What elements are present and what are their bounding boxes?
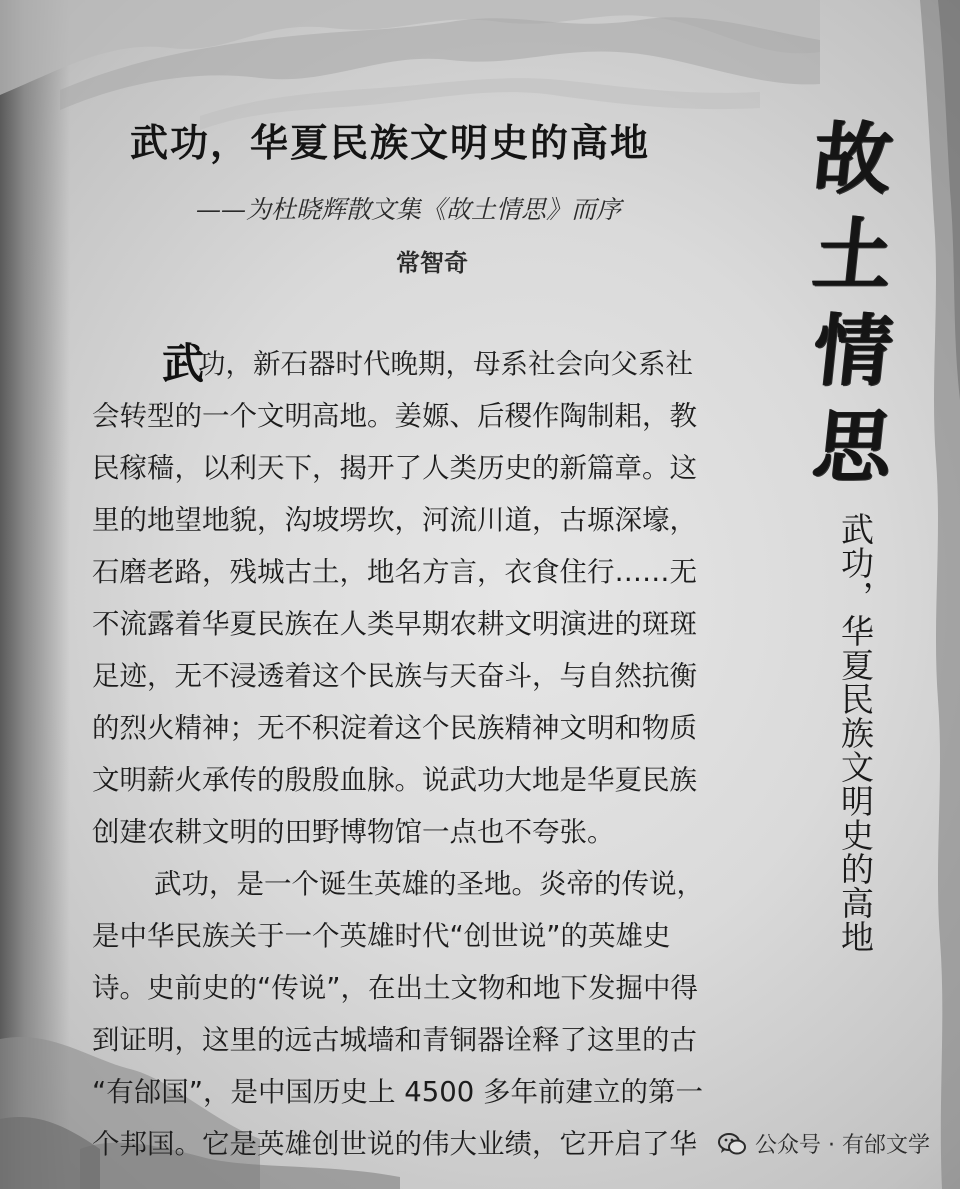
paragraph-2: [92, 858, 782, 1170]
text-line: 是中华民族关于一个英雄时代“创世说”的英雄史: [92, 920, 671, 952]
article-body: [92, 338, 782, 1170]
watermark-text: 公众号 · 有邰文学: [755, 1133, 930, 1158]
text-line: 到证明，这里的远古城墙和青铜器诠释了这里的古: [92, 1024, 697, 1056]
text-line: 诗。史前史的“传说”，在出土文物和地下发掘中得: [92, 972, 698, 1004]
text-line: 创建农耕文明的田野博物馆一点也不夸张。: [92, 816, 615, 848]
text-line: 文明薪火承传的殷殷血脉。说武功大地是华夏民族: [92, 764, 697, 796]
text-line: 会转型的一个文明高地。姜嫄、后稷作陶制耜，教: [92, 400, 697, 432]
wechat-watermark: [717, 1128, 930, 1159]
text-line: 民稼穑，以利天下，揭开了人类历史的新篇章。这: [92, 452, 697, 484]
text-line: “有邰国”，是中国历史上 4500 多年前建立的第一: [92, 1076, 703, 1108]
calligraphy-char: 情: [809, 306, 897, 397]
calligraphy-book-title: [798, 112, 908, 496]
author-name: 常智奇: [396, 248, 468, 277]
paragraph-1: [92, 338, 782, 858]
drop-cap: 武: [162, 339, 205, 388]
calligraphy-char: 思: [809, 402, 897, 493]
text-line: 的烈火精神；无不积淀着这个民族精神文明和物质: [92, 712, 697, 744]
text-line: 武功，是一个诞生英雄的圣地。炎帝的传说，: [154, 868, 704, 900]
text-line: 里的地望地貌，沟坡塄坎，河流川道，古塬深壕，: [92, 504, 697, 536]
text-line: 足迹，无不浸透着这个民族与天奋斗，与自然抗衡: [92, 660, 697, 692]
text-line: 石磨老路，残城古土，地名方言，衣食住行……无: [92, 556, 697, 588]
calligraphy-char: 土: [809, 210, 897, 301]
side-vertical-caption: 武功，华夏民族文明史的高地: [836, 512, 875, 954]
article-subtitle: ——为杜晓辉散文集《故土情思》而序: [196, 195, 622, 224]
article-title: 武功，华夏民族文明史的高地: [130, 121, 651, 165]
wechat-icon: [717, 1131, 747, 1157]
text-line: 个邦国。它是英雄创世说的伟大业绩，它开启了华: [92, 1128, 697, 1160]
text-line: 不流露着华夏民族在人类早期农耕文明演进的斑斑: [92, 608, 697, 640]
calligraphy-char: 故: [809, 114, 897, 205]
text-line: 功，新石器时代晚期，母系社会向父系社: [198, 348, 693, 380]
